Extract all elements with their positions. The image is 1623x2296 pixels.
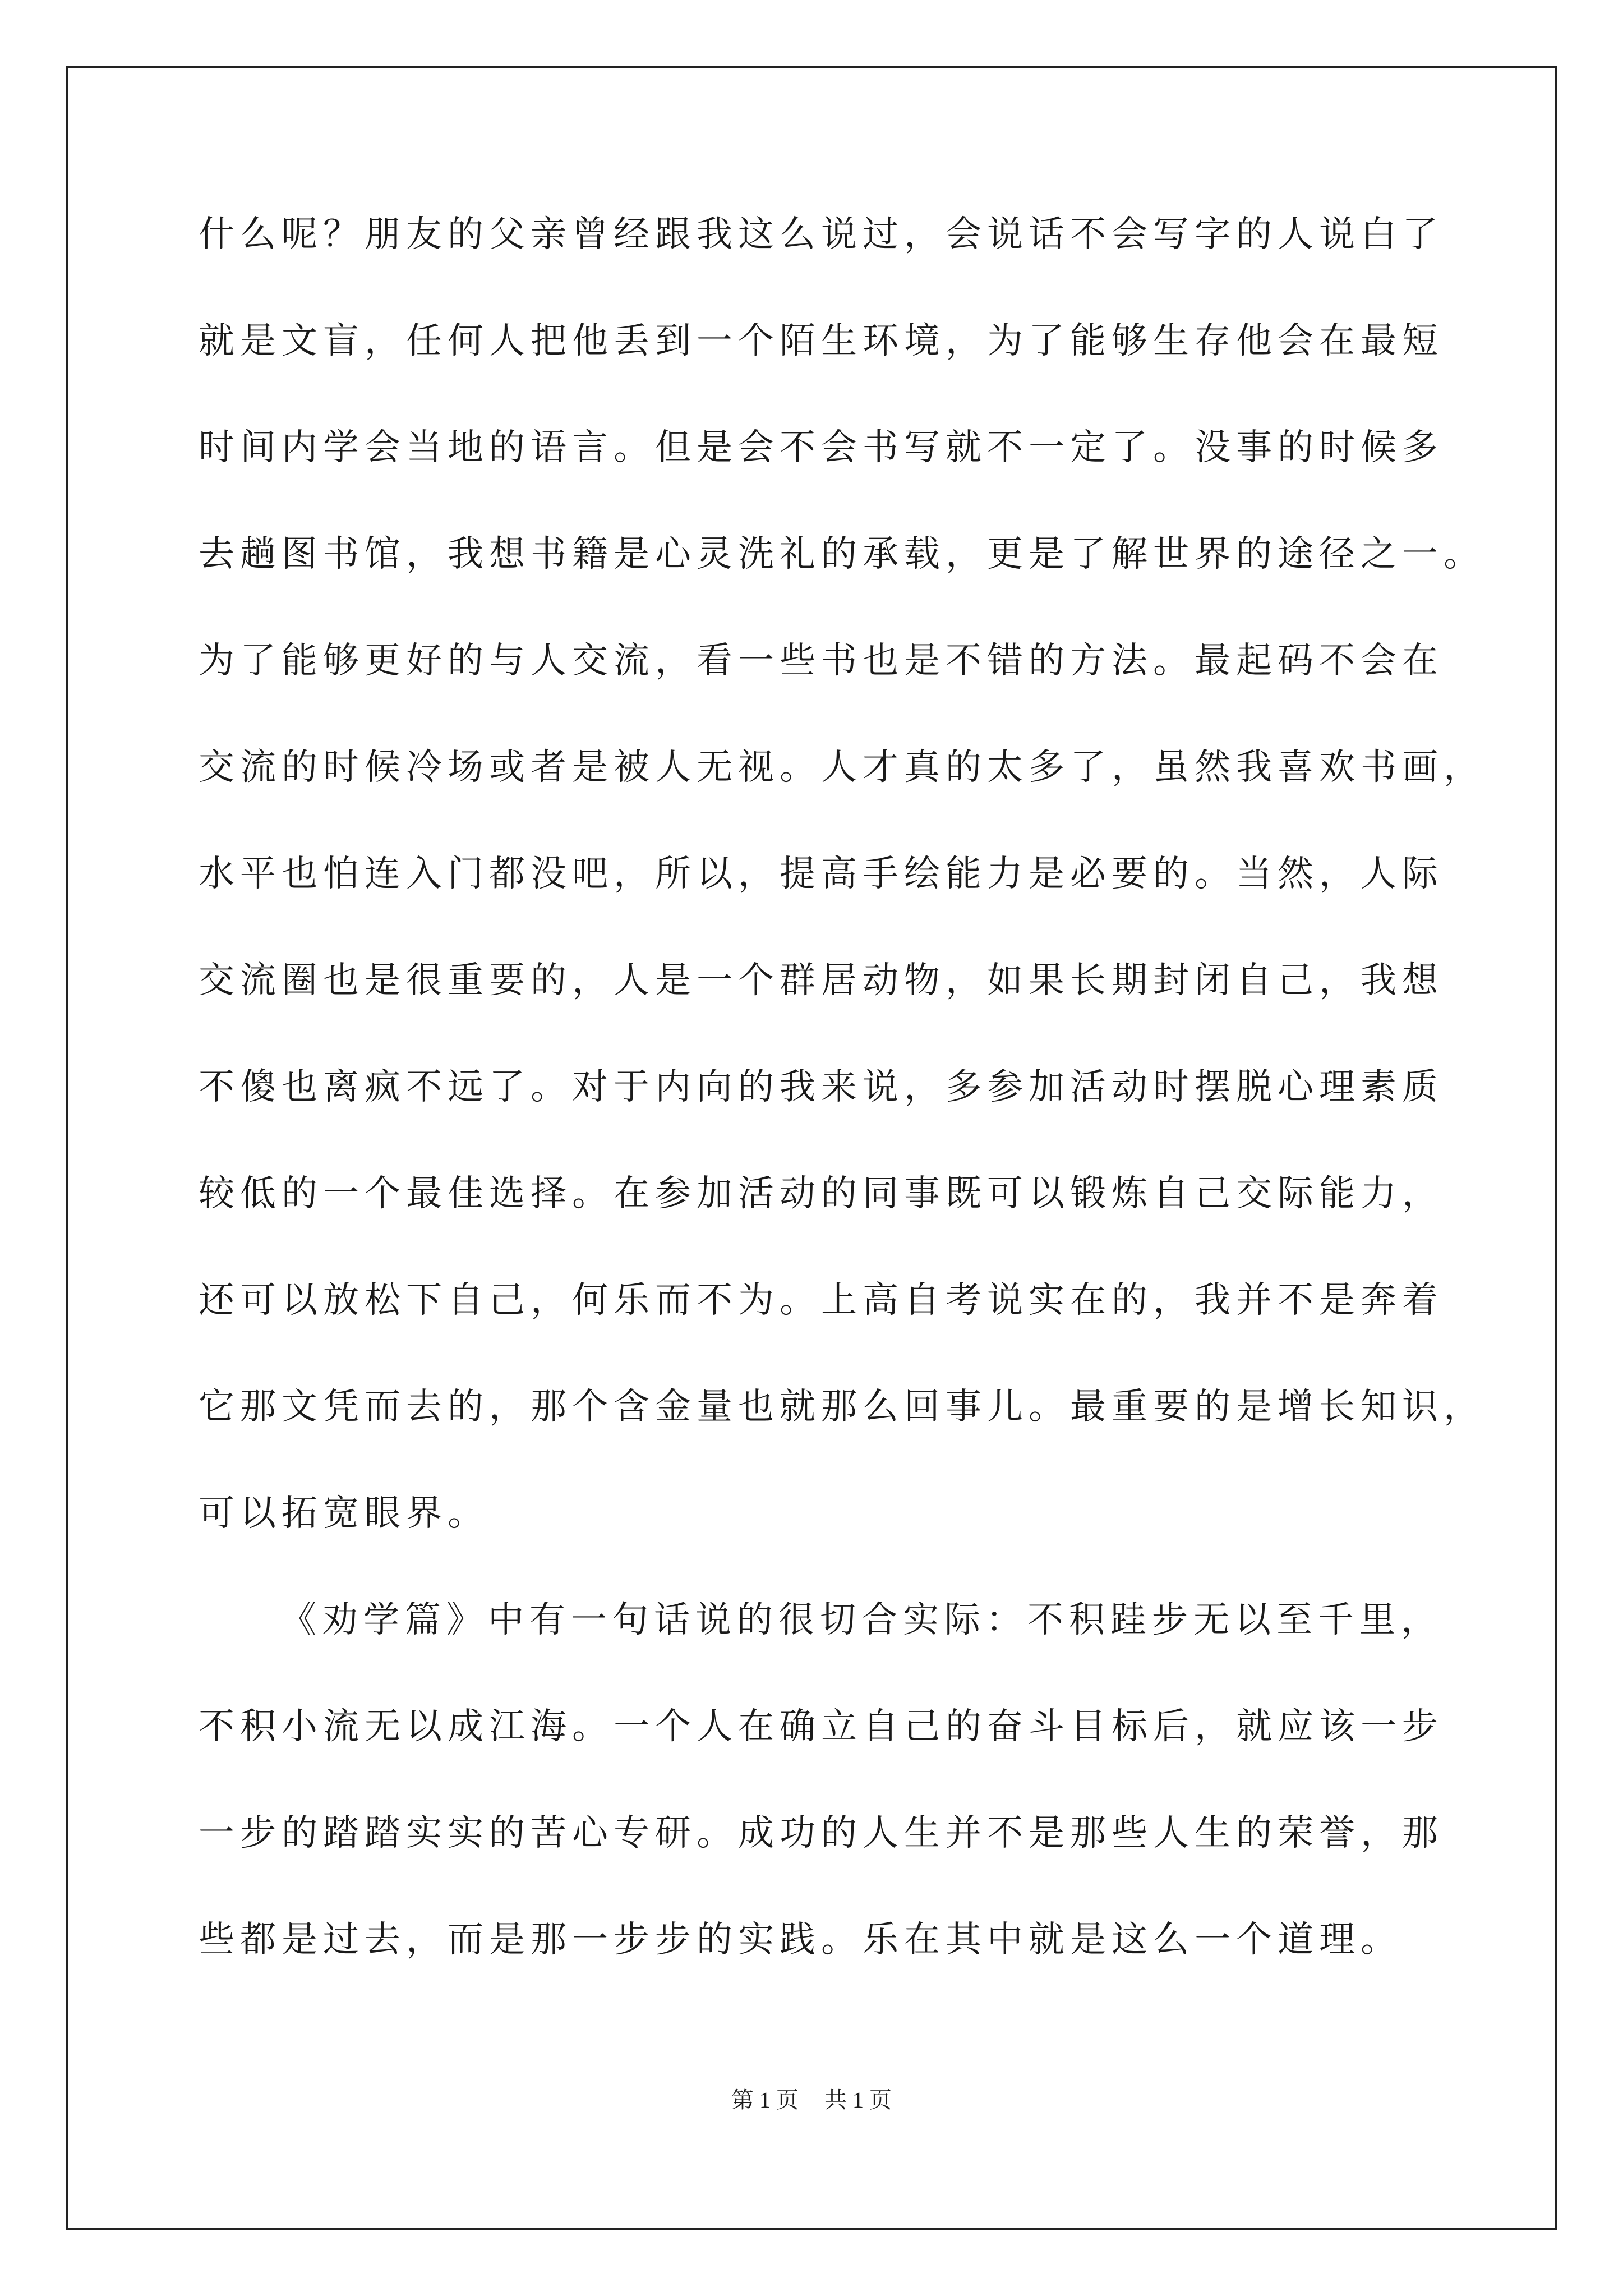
text-line: 水平也怕连入门都没吧，所以，提高手绘能力是必要的。当然，人际 bbox=[199, 853, 1444, 895]
text-line: 为了能够更好的与人交流，看一些书也是不错的方法。最起码不会在 bbox=[199, 640, 1444, 682]
text-line: 交流的时候冷场或者是被人无视。人才真的太多了，虽然我喜欢书画， bbox=[199, 747, 1485, 788]
page-number-total: 共 1 页 bbox=[824, 2087, 892, 2113]
text-line: 可以拓宽眼界。 bbox=[199, 1493, 489, 1534]
paragraph-start-line: 《劝学篇》中有一句话说的很切合实际：不积跬步无以至千里， bbox=[280, 1599, 1442, 1641]
page-footer bbox=[0, 2086, 1623, 2115]
text-line: 交流圈也是很重要的，人是一个群居动物，如果长期封闭自己，我想 bbox=[199, 960, 1444, 1001]
text-line: 不积小流无以成江海。一个人在确立自己的奋斗目标后，就应该一步 bbox=[199, 1706, 1444, 1747]
text-line: 它那文凭而去的，那个含金量也就那么回事儿。最重要的是增长知识， bbox=[199, 1386, 1485, 1428]
document-body bbox=[199, 208, 1485, 2019]
text-line: 些都是过去，而是那一步步的实践。乐在其中就是这么一个道理。 bbox=[199, 1919, 1402, 1961]
text-line: 还可以放松下自己，何乐而不为。上高自考说实在的，我并不是奔着 bbox=[199, 1280, 1444, 1321]
text-line: 一步的踏踏实实的苦心专研。成功的人生并不是那些人生的荣誉，那 bbox=[199, 1812, 1444, 1854]
text-line: 不傻也离疯不远了。对于内向的我来说，多参加活动时摆脱心理素质 bbox=[199, 1066, 1444, 1108]
text-line: 时间内学会当地的语言。但是会不会书写就不一定了。没事的时候多 bbox=[199, 427, 1444, 468]
text-line: 较低的一个最佳选择。在参加活动的同事既可以锻炼自己交际能力， bbox=[199, 1173, 1444, 1214]
page-number-current: 第 1 页 bbox=[731, 2087, 799, 2113]
text-line: 就是文盲，任何人把他丢到一个陌生环境，为了能够生存他会在最短 bbox=[199, 320, 1444, 362]
text-line: 去趟图书馆，我想书籍是心灵洗礼的承载，更是了解世界的途径之一。 bbox=[199, 533, 1485, 575]
text-line: 什么呢？朋友的父亲曾经跟我这么说过，会说话不会写字的人说白了 bbox=[199, 214, 1444, 255]
